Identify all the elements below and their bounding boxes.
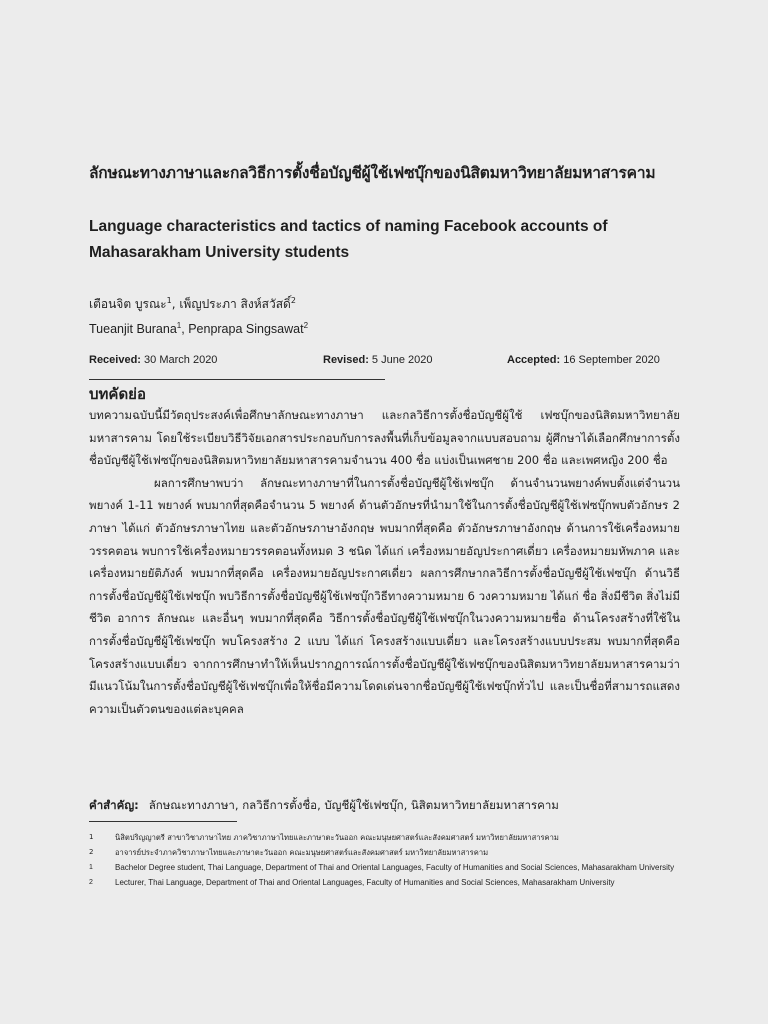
author-2-thai: เพ็ญประภา สิงห์สวัสดิ์ <box>179 297 291 311</box>
footnote-mark: 1 <box>89 864 93 871</box>
section-divider <box>89 379 385 380</box>
footnote-text: อาจารย์ประจำภาควิชาภาษาไทยและภาษาตะวันออก คณะมนุษยศาสตร์และสังคมศาสตร์ มหาวิทยาลัยมหาสารคาม <box>115 848 489 857</box>
footnote-divider <box>89 821 237 822</box>
abstract-heading: บทคัดย่อ <box>89 385 146 403</box>
authors-block <box>89 290 308 340</box>
footnote-item <box>89 830 680 845</box>
abstract-paragraph-1: บทความฉบับนี้มีวัตถุประสงค์เพื่อศึกษาลักษณะทางภาษา และกลวิธีการตั้งชื่อบัญชีผู้ใช้ เฟซบุ๊กของนิสิตมหาวิทยาลัยมหาสารคาม โดยใช้ระเบียบวิธีวิจัยเอกสารประกอบกับการลงพื้นที่เก็บข้อมูลจากแบบสอบถาม ผู้ศึกษาได้เลือกศึกษาการตั้งชื่อบัญชีผู้ใช้เฟซบุ๊กของนิสิตมหาวิทยาลัยมหาสารคามจำนวน 400 ชื่อ แบ่งเป็นเพศชาย 200 ชื่อ และเพศหญิง 200 ชื่อ <box>89 408 680 468</box>
revised-date: Revised: 5 June 2020 <box>323 354 433 366</box>
footnote-item <box>89 860 680 875</box>
footnote-text: Bachelor Degree student, Thai Language, Department of Thai and Oriental Languages, Faculty of Humanities and Social Sciences, Mahasarakham University <box>115 863 675 872</box>
author-1-thai: เตือนจิต บูรณะ <box>89 297 167 311</box>
author-1-english: Tueanjit Burana <box>89 322 177 337</box>
abstract-paragraph-2: ผลการศึกษาพบว่า ลักษณะทางภาษาที่ในการตั้งชื่อบัญชีผู้ใช้เฟซบุ๊ก ด้านจำนวนพยางค์พบตั้งแต่จำนวนพยางค์ 1-11 พยางค์ พบมากที่สุดคือจำนวน 5 พยางค์ ด้านตัวอักษรที่นำมาใช้ในการตั้งชื่อบัญชีผู้ใช้เฟซบุ๊กพบตัวอักษร 2 ภาษา ได้แก่ ตัวอักษรภาษาไทย และตัวอักษรภาษาอังกฤษ พบมากที่สุดคือ ตัวอักษรภาษาอังกฤษ ด้านการใช้เครื่องหมายวรรคตอน พบการใช้เครื่องหมายวรรคตอนทั้งหมด 3 ชนิด ได้แก่ เครื่องหมายอัญประกาศเดี่ยว เครื่องหมายมหัพภาค และเครื่องหมายยัติภังค์ พบมากที่สุดคือ เครื่องหมายอัญประกาศเดี่ยว ผลการศึกษากลวิธีการตั้งชื่อบัญชีผู้ใช้เฟซบุ๊ก ด้านวิธีการตั้งชื่อบัญชีผู้ใช้เฟซบุ๊ก พบวิธีการตั้งชื่อบัญชีผู้ใช้เฟซบุ๊กวิธีทางความหมาย 6 วงความหมาย ได้แก่ ชื่อ สิ่งมีชีวิต สิ่งไม่มีชีวิต อาการ ลักษณะ และอื่นๆ พบมากที่สุดคือ วิธีการตั้งชื่อบัญชีผู้ใช้เฟซบุ๊กในวงความหมายชื่อ ด้านโครงสร้างที่ใช้ในการตั้งชื่อบัญชีผู้ใช้เฟซบุ๊ก พบโครงสร้าง 2 แบบ ได้แก่ โครงสร้างแบบเดี่ยว และโครงสร้างแบบประสม พบมากที่สุดคือ โครงสร้างแบบเดี่ยว จากการศึกษาทำให้เห็นปรากฏการณ์การตั้งชื่อบัญชีผู้ใช้เฟซบุ๊กของนิสิตมหาวิทยาลัยมหาสารคามว่ามีแนวโน้มในการตั้งชื่อบัญชีผู้ใช้เฟซบุ๊กเพื่อให้ชื่อมีความโดดเด่นจากชื่อบัญชีผู้ใช้เฟซบุ๊กทั่วไป และเป็นชื่อที่สามารถแสดงความเป็นตัวตนของแต่ละบุคคล <box>89 475 680 716</box>
author-2-english: Penprapa Singsawat <box>188 322 304 337</box>
title-english: Language characteristics and tactics of naming Facebook accounts of Mahasarakham University students <box>89 218 608 261</box>
keywords-text: ลักษณะทางภาษา, กลวิธีการตั้งชื่อ, บัญชีผู้ใช้เฟซบุ๊ก, นิสิตมหาวิทยาลัยมหาสารคาม <box>148 798 559 812</box>
footnote-text: Lecturer, Thai Language, Department of Thai and Oriental Languages, Faculty of Humanities and Social Sciences, Mahasarakham University <box>115 878 615 887</box>
footnote-mark: 1 <box>89 833 94 841</box>
author-2-thai-affil: 2 <box>290 296 296 305</box>
authors-thai <box>89 290 308 315</box>
accepted-date: Accepted: 16 September 2020 <box>507 354 660 366</box>
author-1-english-affil: 1 <box>176 321 182 330</box>
footnote-text: นิสิตปริญญาตรี สาขาวิชาภาษาไทย ภาควิชาภาษาไทยและภาษาตะวันออก คณะมนุษยศาสตร์และสังคมศาสตร์ มหาวิทยาลัยมหาสารคาม <box>115 833 559 842</box>
author-1-thai-affil: 1 <box>166 296 172 305</box>
footnote-mark: 2 <box>89 879 93 886</box>
received-date: Received: 30 March 2020 <box>89 354 218 366</box>
authors-english <box>89 315 308 340</box>
footnote-item <box>89 845 680 860</box>
author-separator: , <box>181 322 189 337</box>
keywords-line <box>89 797 680 815</box>
paper-page <box>89 0 680 1024</box>
keywords-label: คำสำคัญ: <box>89 798 139 812</box>
author-2-english-affil: 2 <box>303 321 309 330</box>
footnote-mark: 2 <box>89 848 94 856</box>
author-separator: , <box>171 297 180 311</box>
footnote-item <box>89 875 680 890</box>
footnotes <box>89 830 680 890</box>
abstract-body <box>89 404 680 720</box>
title-thai: ลักษณะทางภาษาและกลวิธีการตั้งชื่อบัญชีผู้ใช้เฟซบุ๊กของนิสิตมหาวิทยาลัยมหาสารคาม <box>89 164 656 182</box>
